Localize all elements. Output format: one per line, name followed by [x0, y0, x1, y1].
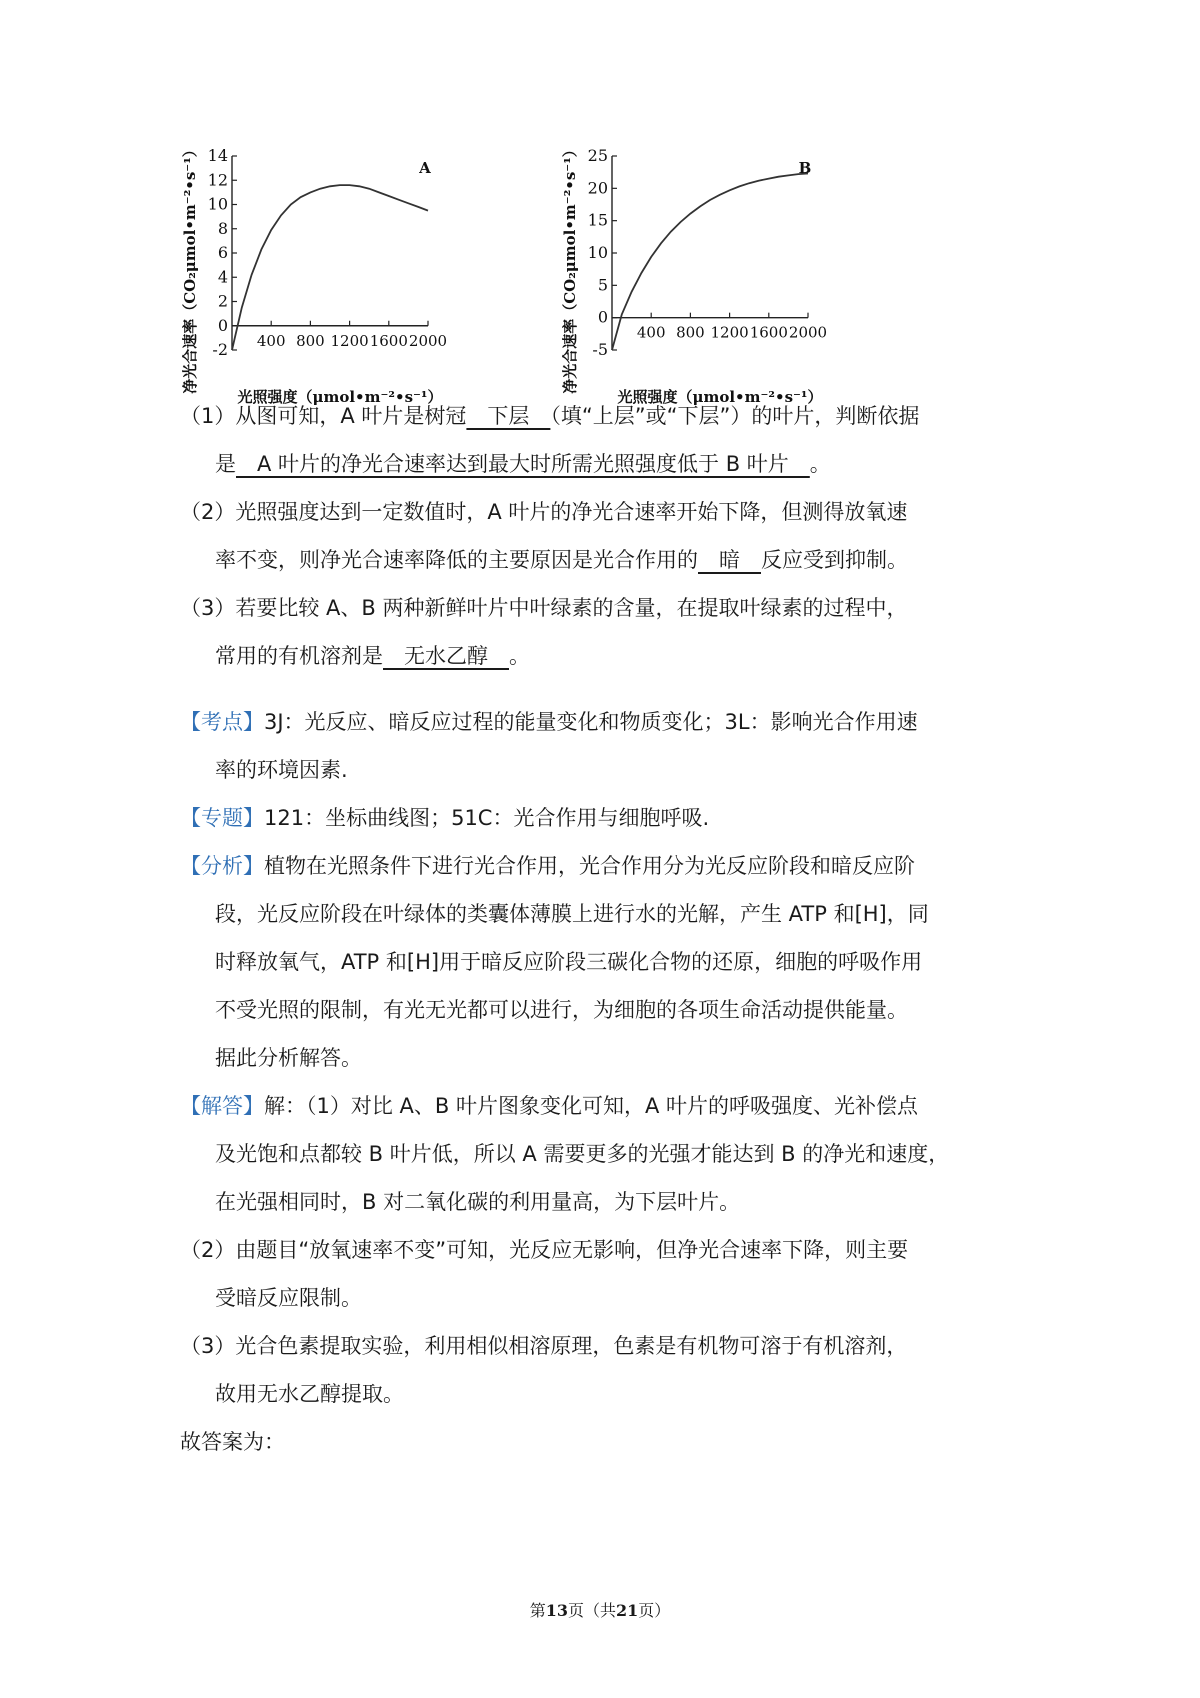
- q2-text-end: 反应受到抑制。: [761, 548, 908, 572]
- chart-a-xtick-label-4: 2000: [408, 331, 448, 350]
- conclusion-line: 故答案为：: [180, 1430, 285, 1454]
- chart-b-ytick-label-3: 10: [587, 243, 608, 262]
- fenxi-line4: 不受光照的限制，有光无光都可以进行，为细胞的各项生命活动提供能量。: [215, 998, 908, 1022]
- kaodian-tag: 【考点】: [180, 710, 264, 734]
- chart-a-ytick-label-5: 8: [217, 218, 228, 238]
- chart-a-ytick-label-3: 4: [217, 267, 228, 287]
- q3-text: 常用的有机溶剂是: [215, 644, 383, 668]
- chart-a-ytick-label-8: 14: [207, 146, 228, 165]
- chart-a-ytick-label-1: 0: [217, 315, 228, 335]
- footer-mid: 页（共: [567, 1601, 616, 1620]
- chart-a-ylabel: 净光合速率（CO₂μmol•m⁻²•s⁻¹）: [181, 142, 199, 394]
- chart-b-ytick-label-5: 20: [587, 178, 608, 198]
- q2-text: 率不变，则净光合速率降低的主要原因是光合作用的: [215, 548, 698, 572]
- fenxi-line2: 段，光反应阶段在叶绿体的类囊体薄膜上进行水的光解，产生 ATP 和[H]，同: [215, 902, 929, 926]
- chart-a-xlabel: 光照强度（μmol•m⁻²•s⁻¹）: [237, 388, 443, 406]
- q3-text-end: 。: [509, 644, 530, 668]
- q1-text-2: （填“上层”或“下层”）的叶片，判断依据: [550, 404, 920, 428]
- q1-text-4: 。: [809, 452, 831, 476]
- jieda-text: 解：（1）对比 A、B 叶片图象变化可知，A 叶片的呼吸强度、光补偿点: [264, 1094, 919, 1118]
- jieda-p3-line2: 故用无水乙醇提取。: [215, 1382, 404, 1406]
- jieda-line2: 及光饱和点都较 B 叶片低，所以 A 需要更多的光强才能达到 B 的净光和速度，: [215, 1142, 950, 1166]
- page-footer: [0, 1598, 1200, 1621]
- jieda-line3: 在光强相同时，B 对二氧化碳的利用量高，为下层叶片。: [215, 1190, 741, 1214]
- chart-a-xtick-label-1: 800: [296, 331, 325, 350]
- fenxi-tag: 【分析】: [180, 854, 264, 878]
- chart-b: [560, 140, 860, 430]
- chart-a-ytick-label-6: 10: [207, 194, 228, 214]
- fenxi-line1: [180, 842, 1030, 890]
- kaodian-line1: [180, 698, 1030, 746]
- analysis-block: [180, 698, 1030, 1466]
- jieda-line1: [180, 1082, 1030, 1130]
- jieda-p2-line1: （2）由题目“放氧速率不变”可知，光反应无影响，但净光合速率下降，则主要: [180, 1238, 909, 1262]
- q1-line1: [180, 392, 1030, 440]
- zhuanti-text: 121：坐标曲线图；51C：光合作用与细胞呼吸.: [264, 806, 710, 830]
- chart-b-xtick-label-0: 400: [636, 323, 666, 342]
- kaodian-line2: 率的环境因素.: [215, 758, 348, 782]
- chart-a: [180, 140, 480, 430]
- q2-answer: 暗: [698, 548, 761, 572]
- question-block: [180, 392, 1030, 680]
- chart-b-xtick-label-2: 1200: [710, 323, 749, 342]
- q3-line2: [180, 632, 1030, 680]
- q1-text-3: 是: [215, 452, 236, 476]
- footer-total-pages: 21: [616, 1601, 639, 1620]
- jieda-tag: 【解答】: [180, 1094, 264, 1118]
- footer-pre: 第: [529, 1601, 546, 1620]
- fenxi-line3: 时释放氧气，ATP 和[H]用于暗反应阶段三碳化合物的还原，细胞的呼吸作用: [215, 950, 923, 974]
- chart-a-xtick-label-2: 1200: [330, 331, 369, 350]
- chart-b-xtick-label-1: 800: [676, 323, 705, 342]
- chart-a-ytick-label-7: 12: [207, 170, 228, 190]
- q1-line2: [180, 440, 1030, 488]
- chart-b-xlabel: 光照强度（μmol•m⁻²•s⁻¹）: [617, 388, 823, 406]
- footer-page-number: 13: [545, 1601, 568, 1620]
- chart-b-xtick-label-4: 2000: [788, 323, 828, 342]
- charts-area: [0, 140, 1200, 430]
- q3-line1: （3）若要比较 A、B 两种新鲜叶片中叶绿素的含量，在提取叶绿素的过程中，: [180, 596, 908, 620]
- q1-text-1: （1）从图可知，A 叶片是树冠: [180, 404, 467, 428]
- q3-answer: 无水乙醇: [383, 644, 509, 668]
- fenxi-text: 植物在光照条件下进行光合作用，光合作用分为光反应阶段和暗反应阶: [264, 854, 915, 878]
- chart-a-ytick-label-4: 6: [217, 243, 228, 262]
- chart-b-ytick-label-6: 25: [587, 146, 608, 165]
- chart-a-ytick-label-0: -2: [212, 340, 228, 359]
- q2-line1: （2）光照强度达到一定数值时，A 叶片的净光合速率开始下降，但测得放氧速: [180, 500, 908, 524]
- chart-b-title: B: [798, 159, 812, 177]
- chart-a-title: A: [419, 159, 431, 177]
- chart-b-ytick-label-1: 0: [597, 307, 608, 327]
- jieda-p3-line1: （3）光合色素提取实验，利用相似相溶原理，色素是有机物可溶于有机溶剂，: [180, 1334, 908, 1358]
- q2-line2: [180, 536, 1030, 584]
- chart-b-ytick-label-0: -5: [592, 340, 608, 359]
- kaodian-text: 3J：光反应、暗反应过程的能量变化和物质变化；3L：影响光合作用速: [264, 710, 918, 734]
- chart-b-xtick-label-3: 1600: [749, 323, 788, 342]
- zhuanti-line: [180, 794, 1030, 842]
- chart-a-xtick-label-3: 1600: [369, 331, 408, 350]
- chart-b-ytick-label-2: 5: [597, 275, 608, 295]
- zhuanti-tag: 【专题】: [180, 806, 264, 830]
- jieda-p2-line2: 受暗反应限制。: [215, 1286, 362, 1310]
- chart-b-ylabel: 净光合速率（CO₂μmol•m⁻²•s⁻¹）: [561, 142, 579, 394]
- fenxi-line5: 据此分析解答。: [215, 1046, 362, 1070]
- chart-a-xtick-label-0: 400: [256, 331, 286, 350]
- footer-post: 页）: [638, 1601, 671, 1620]
- q1-answer-1: 下层: [466, 404, 551, 428]
- chart-b-ytick-label-4: 15: [587, 210, 608, 230]
- q1-answer-2: A 叶片的净光合速率达到最大时所需光照强度低于 B 叶片: [236, 452, 810, 476]
- chart-a-ytick-label-2: 2: [217, 291, 228, 311]
